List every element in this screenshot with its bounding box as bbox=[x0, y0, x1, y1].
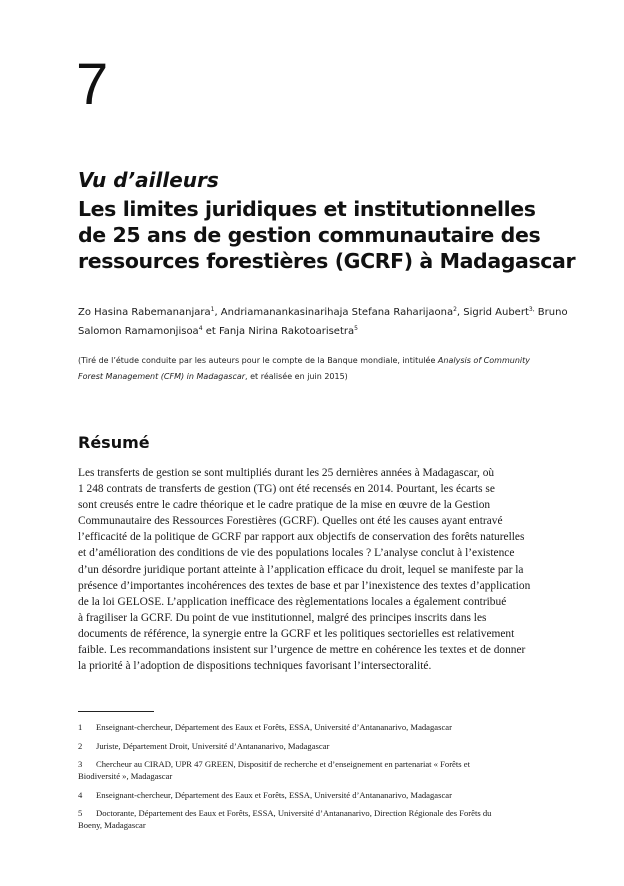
affiliation-mark: 1 bbox=[210, 306, 215, 313]
abstract-line: et d’amélioration des conditions de vie des populations locales ? L’analyse conclut à l’existence bbox=[78, 547, 515, 560]
footnote-text: Enseignant-chercheur, Département des Eaux et Forêts, ESSA, Université d’Antananarivo, Madagascar bbox=[96, 789, 452, 800]
footnote-text: Doctorante, Département des Eaux et Forêts, ESSA, Université d’Antananarivo, Direction Régionale des Forêts du bbox=[96, 808, 492, 818]
footnote-line bbox=[78, 758, 568, 770]
source-note bbox=[78, 353, 578, 385]
author-name: Fanja Nirina Rakotoarisetra bbox=[218, 326, 355, 337]
footnote-line bbox=[78, 740, 568, 752]
author-separator: , bbox=[214, 307, 221, 318]
abstract-line: Les transferts de gestion se sont multipliés durant les 25 dernières années à Madagascar, où bbox=[78, 467, 495, 479]
footnote-number: 5 bbox=[78, 808, 83, 818]
abstract-heading: Résumé bbox=[78, 433, 150, 452]
footnote bbox=[78, 807, 568, 831]
abstract-line: à fragiliser la GCRF. Du point de vue institutionnel, malgré des principes inscrits dans les bbox=[78, 611, 487, 624]
footnote-number: 4 bbox=[78, 789, 83, 800]
footnotes bbox=[78, 721, 568, 838]
chapter-title bbox=[78, 196, 598, 274]
footnote-number: 3 bbox=[78, 759, 83, 769]
author-name: Zo Hasina Rabemananjara bbox=[78, 307, 211, 318]
footnote-line bbox=[78, 789, 568, 801]
source-note-study-title: Forest Management (CFM) in Madagascar bbox=[78, 372, 246, 381]
author-name: Andriamanankasinarihaja Stefana Raharijaona bbox=[220, 307, 454, 318]
source-note-text: (Tiré de l’étude conduite par les auteurs pour le compte de la Banque mondiale, intitulée bbox=[78, 356, 438, 365]
chapter-number: 7 bbox=[76, 52, 109, 117]
chapter-kicker: Vu d’ailleurs bbox=[78, 168, 219, 192]
footnote-line bbox=[78, 721, 568, 733]
affiliation-mark: 2 bbox=[453, 306, 457, 313]
footnote-text: Juriste, Département Droit, Université d’Antananarivo, Madagascar bbox=[96, 740, 330, 751]
source-note-text: , et réalisée en juin 2015) bbox=[245, 372, 348, 381]
source-note-line bbox=[78, 353, 578, 369]
affiliation-mark: 4 bbox=[198, 325, 203, 332]
abstract-line: l’efficacité de la politique de GCRF par rapport aux objectifs de conservation des forêts naturelles bbox=[78, 531, 525, 544]
footnote-line: Biodiversité », Madagascar bbox=[78, 771, 173, 781]
author-name: Bruno Salomon Ramamonjisoa bbox=[78, 307, 568, 337]
footnote bbox=[78, 740, 568, 752]
abstract-line: de la loi GELOSE. L’application inefficace des règlementations locales a également contribué bbox=[78, 595, 507, 608]
footnote-line bbox=[78, 807, 568, 819]
chapter-title-line: Les limites juridiques et institutionnelles bbox=[78, 197, 536, 221]
abstract-line: d’un désordre juridique portant atteinte à l’application efficace du droit, lequel se manifeste par la bbox=[78, 563, 524, 576]
footnote-separator bbox=[78, 711, 154, 712]
abstract-line: 1 248 contrats de transferts de gestion (TG) ont été recensés en 2014. Pourtant, les écarts se bbox=[78, 483, 495, 496]
footnote-line: Boeny, Madagascar bbox=[78, 820, 146, 830]
footnote bbox=[78, 789, 568, 801]
footnote-text: Enseignant-chercheur, Département des Eaux et Forêts, ESSA, Université d’Antananarivo, Madagascar bbox=[96, 722, 452, 732]
source-note-study-title: Analysis of Community bbox=[437, 356, 530, 365]
footnote-text: Chercheur au CIRAD, UPR 47 GREEN, Dispositif de recherche et d’enseignement en partenariat « Forêts et bbox=[96, 759, 470, 769]
affiliation-mark: 3, bbox=[528, 306, 535, 313]
footnote bbox=[78, 721, 568, 733]
author-separator: et bbox=[202, 326, 219, 337]
footnote-number: 1 bbox=[78, 722, 83, 732]
abstract-line: la priorité à l’adoption de dispositions techniques favorisant l’intersectoralité. bbox=[78, 660, 432, 673]
abstract-line: sont creusés entre le cadre théorique et le cadre pratique de la mise en œuvre de la Gestion bbox=[78, 499, 491, 512]
abstract-line: présence d’importantes incohérences des textes de base et par l’inexistence des textes d’application bbox=[78, 579, 531, 592]
author-name: Sigrid Aubert bbox=[463, 307, 529, 318]
abstract-body bbox=[78, 465, 568, 674]
author-list bbox=[78, 303, 568, 341]
abstract-line: faible. Les recommandations insistent sur l’urgence de mettre en cohérence les textes et de donner bbox=[78, 644, 526, 657]
chapter-title-line: de 25 ans de gestion communautaire des bbox=[78, 223, 541, 247]
affiliation-mark: 5 bbox=[354, 325, 358, 332]
abstract-line: documents de référence, la synergie entre la GCRF et les politiques sectorielles est relativement bbox=[78, 627, 515, 640]
abstract-line: Communautaire des Ressources Forestières (GCRF). Quelles ont été les causes ayant entravé bbox=[78, 515, 503, 528]
footnote-number: 2 bbox=[78, 740, 83, 751]
author-separator: , bbox=[456, 307, 464, 318]
source-note-line bbox=[78, 369, 578, 385]
footnote bbox=[78, 758, 568, 782]
chapter-title-line: ressources forestières (GCRF) à Madagascar bbox=[78, 249, 576, 273]
